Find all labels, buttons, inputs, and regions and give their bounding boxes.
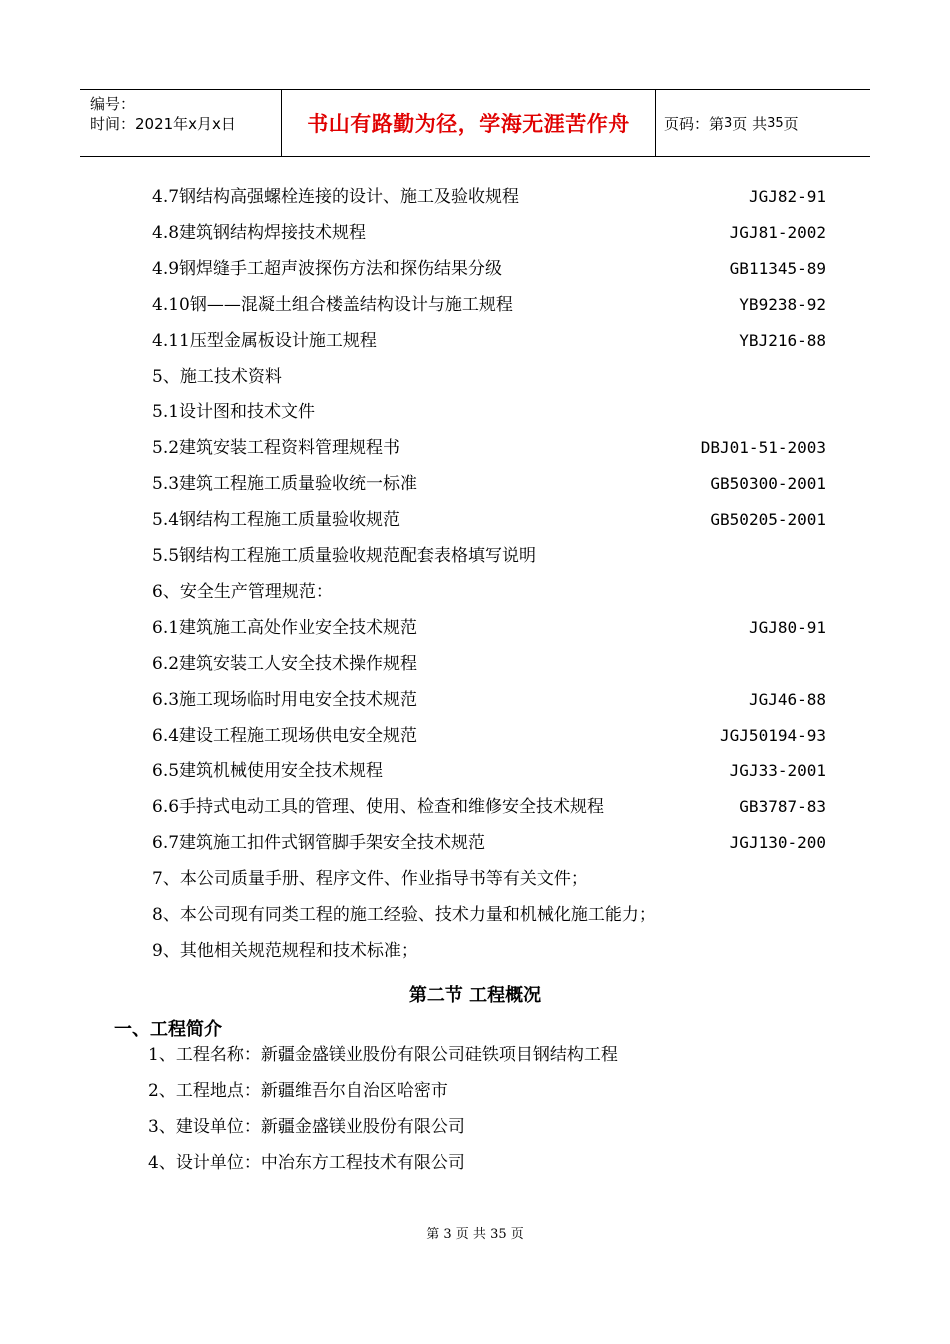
standard-title: 6.5建筑机械使用安全技术规程 — [152, 761, 384, 782]
standard-title: 5.4钢结构工程施工质量验收规范 — [152, 510, 401, 531]
document-number-label: 编号： — [90, 95, 136, 113]
standard-title: 4.11压型金属板设计施工规程 — [152, 330, 377, 351]
standard-code: JGJ50194-93 — [720, 725, 826, 745]
page-label-pre: 页码：第 — [664, 114, 725, 133]
page-current: 3 — [724, 115, 733, 131]
page-header — [80, 89, 870, 157]
standard-title: 6.4建设工程施工现场供电安全规范 — [152, 725, 418, 746]
header-meta — [80, 90, 282, 156]
standard-title: 4.8建筑钢结构焊接技术规程 — [152, 222, 367, 243]
page-footer — [0, 1226, 950, 1244]
document-date: 时间：2021年x月x日 — [90, 115, 236, 133]
standard-code: GB50205-2001 — [710, 510, 826, 530]
standard-row — [152, 400, 826, 424]
standard-row — [152, 508, 826, 532]
header-motto-cell — [282, 90, 656, 156]
standard-title: 4.7钢结构高强螺栓连接的设计、施工及验收规程 — [152, 187, 520, 207]
footer-mid: 页 共 — [455, 1227, 486, 1242]
standard-row — [152, 544, 826, 568]
standard-title: 6、安全生产管理规范： — [152, 581, 333, 602]
standard-title: 4.10钢——混凝土组合楼盖结构设计与施工规程 — [152, 294, 513, 315]
footer-pre: 第 — [426, 1227, 440, 1242]
page-total: 35 — [767, 115, 784, 131]
standard-row — [152, 329, 826, 353]
standard-title: 8、本公司现有同类工程的施工经验、技术力量和机械化施工能力； — [152, 905, 656, 925]
footer-current: 3 — [443, 1227, 452, 1242]
project-info-line: 4、设计单位：中冶东方工程技术有限公司 — [148, 1153, 465, 1173]
standard-row — [152, 652, 826, 676]
standard-code: JGJ80-91 — [748, 617, 826, 637]
standard-code: JGJ46-88 — [748, 689, 826, 709]
standard-row — [152, 724, 826, 748]
footer-total: 35 — [490, 1227, 507, 1242]
header-page-info — [656, 90, 870, 156]
standard-title: 6.7建筑施工扣件式钢管脚手架安全技术规范 — [152, 833, 486, 854]
standard-row — [152, 436, 826, 460]
standard-title: 4.9钢焊缝手工超声波探伤方法和探伤结果分级 — [152, 258, 503, 279]
standard-title: 6.2建筑安装工人安全技术操作规程 — [152, 653, 418, 674]
standard-row — [152, 867, 826, 891]
standard-row — [152, 903, 826, 927]
project-info-line: 3、建设单位：新疆金盛镁业股份有限公司 — [148, 1117, 465, 1137]
standard-row — [152, 795, 826, 819]
header-motto: 书山有路勤为径，学海无涯苦作舟 — [307, 112, 630, 136]
standard-code: GB50300-2001 — [710, 474, 826, 494]
standard-title: 7、本公司质量手册、程序文件、作业指导书等有关文件； — [152, 869, 588, 890]
standard-row — [152, 472, 826, 496]
page-label-mid: 页 共 — [732, 114, 768, 133]
standard-code: YBJ216-88 — [739, 330, 826, 350]
standard-row — [152, 580, 826, 604]
standard-row — [152, 185, 826, 209]
standard-row — [152, 293, 826, 317]
standard-code: DBJ01-51-2003 — [700, 438, 826, 458]
standard-title: 5、施工技术资料 — [152, 366, 282, 387]
standard-row — [152, 831, 826, 855]
standard-title: 6.3施工现场临时用电安全技术规范 — [152, 689, 418, 710]
standard-code: GB3787-83 — [739, 797, 826, 817]
standard-code: JGJ81-2002 — [729, 222, 826, 242]
project-info-line: 2、工程地点：新疆维吾尔自治区哈密市 — [148, 1081, 448, 1101]
section-title: 第二节 工程概况 — [408, 985, 542, 1006]
standard-code: JGJ130-200 — [729, 833, 826, 853]
subsection-title: 一、工程简介 — [114, 1019, 222, 1040]
standard-title: 5.1设计图和技术文件 — [152, 402, 316, 423]
footer-post: 页 — [510, 1227, 524, 1242]
page-label-post: 页 — [783, 114, 799, 133]
standard-title: 6.6手持式电动工具的管理、使用、检查和维修安全技术规程 — [152, 797, 605, 818]
standard-row — [152, 365, 826, 389]
standard-title: 9、其他相关规范规程和技术标准； — [152, 940, 418, 961]
standard-title: 6.1建筑施工高处作业安全技术规范 — [152, 617, 418, 638]
standard-row — [152, 688, 826, 712]
standard-row — [152, 221, 826, 245]
standard-row — [152, 257, 826, 281]
standard-title: 5.2建筑安装工程资料管理规程书 — [152, 438, 401, 459]
standard-code: YB9238-92 — [739, 294, 826, 314]
standard-row — [152, 616, 826, 640]
standard-title: 5.3建筑工程施工质量验收统一标准 — [152, 474, 418, 495]
project-info-line: 1、工程名称：新疆金盛镁业股份有限公司硅铁项目钢结构工程 — [148, 1045, 618, 1065]
standard-title: 5.5钢结构工程施工质量验收规范配套表格填写说明 — [152, 546, 537, 566]
standard-row — [152, 759, 826, 783]
standard-code: JGJ82-91 — [748, 187, 826, 206]
standard-code: JGJ33-2001 — [729, 761, 826, 781]
standard-code: GB11345-89 — [729, 258, 826, 278]
standard-row — [152, 939, 826, 963]
